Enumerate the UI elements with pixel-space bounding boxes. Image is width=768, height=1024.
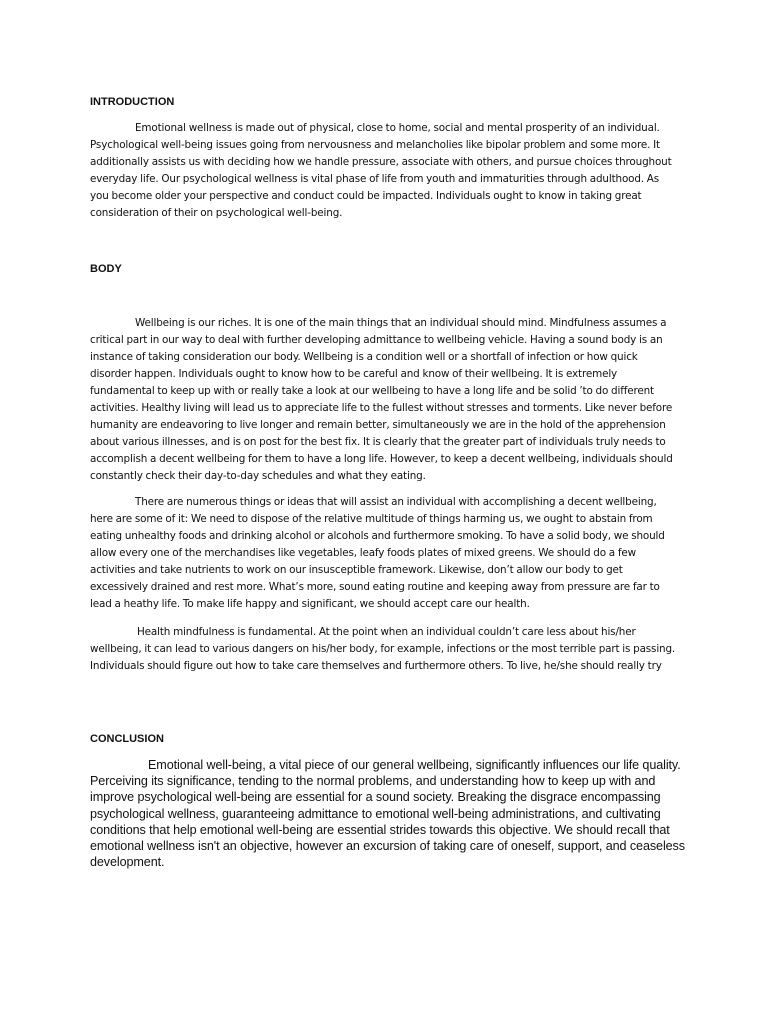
conclusion-paragraph: Emotional well-being, a vital piece of our general wellbeing, significantly influences our life quality. Perceiving its significance, tending to the normal problems, and understanding how to keep up with and improve psychological well-being are essential for a sound society. Breaking the disgrace encompassing psychological wellness, guaranteeing admittance to emotional well-being administrations, and cultivating conditions that help emotional well-being are essential strides towards this objective. We should recall that emotional wellness isn't an objective, however an excursion of taking care of oneself, support, and ceaseless development. — [90, 758, 685, 870]
body-paragraph-2: There are numerous things or ideas that will assist an individual with accomplishing a decent wellbeing, here are some of it: We need to dispose of the relative multitude of things harming us, we ought to abstain from eating unhealthy foods and drinking alcohol or alcohols and furthermore smoking. To have a solid body, we should allow every one of the merchandises like vegetables, leafy foods plates of mixed greens. We should do a few activities and take nutrients to work on our insusceptible framework. Likewise, don’t allow our body to get excessively drained and rest more. What’s more, sound eating routine and keeping away from pressure are far to lead a heathy life. To make life happy and significant, we should accept care our health. — [90, 496, 665, 610]
conclusion-heading: CONCLUSION — [90, 733, 164, 745]
body-paragraph-1: Wellbeing is our riches. It is one of the main things that an individual should mind. Mindfulness assumes a critical part in our way to deal with further developing admittance to wellbeing vehicle. Having a sound body is an instance of taking consideration our body. Wellbeing is a condition well or a shortfall of infection or how quick disorder happen. Individuals ought to know how to be careful and know of their wellbeing. It is extremely fundamental to keep up with or really take a look at our wellbeing to have a long life and be solid ’to do different activities. Healthy living will lead us to appreciate life to the fullest without stresses and torments. Like never before humanity are endeavoring to live longer and remain better, simultaneously we are in the hold of the apprehension about various illnesses, and is on post for the best fix. It is clearly that the greater part of individuals truly needs to accomplish a decent wellbeing for them to have a long life. However, to keep a decent wellbeing, individuals should constantly check their day-to-day schedules and what they eating. — [90, 317, 673, 482]
body-heading: BODY — [90, 263, 122, 275]
introduction-paragraph: Emotional wellness is made out of physical, close to home, social and mental prosperity of an individual. Psychological well-being issues going from nervousness and melancholies like bipolar problem and some more. It additionally assists us with deciding how we handle pressure, associate with others, and pursue choices throughout everyday life. Our psychological wellness is vital phase of life from youth and immaturities through adulthood. As you become older your perspective and conduct could be impacted. Individuals ought to know in taking great consideration of their on psychological well-being. — [90, 122, 672, 219]
introduction-heading: INTRODUCTION — [90, 96, 175, 108]
body-paragraph-3: Health mindfulness is fundamental. At the point when an individual couldn’t care less about his/her wellbeing, it can lead to various dangers on his/her body, for example, infections or the most terrible part is passing. Individuals should figure out how to take care themselves and furthermore others. To live, he/she should really try — [90, 626, 676, 672]
